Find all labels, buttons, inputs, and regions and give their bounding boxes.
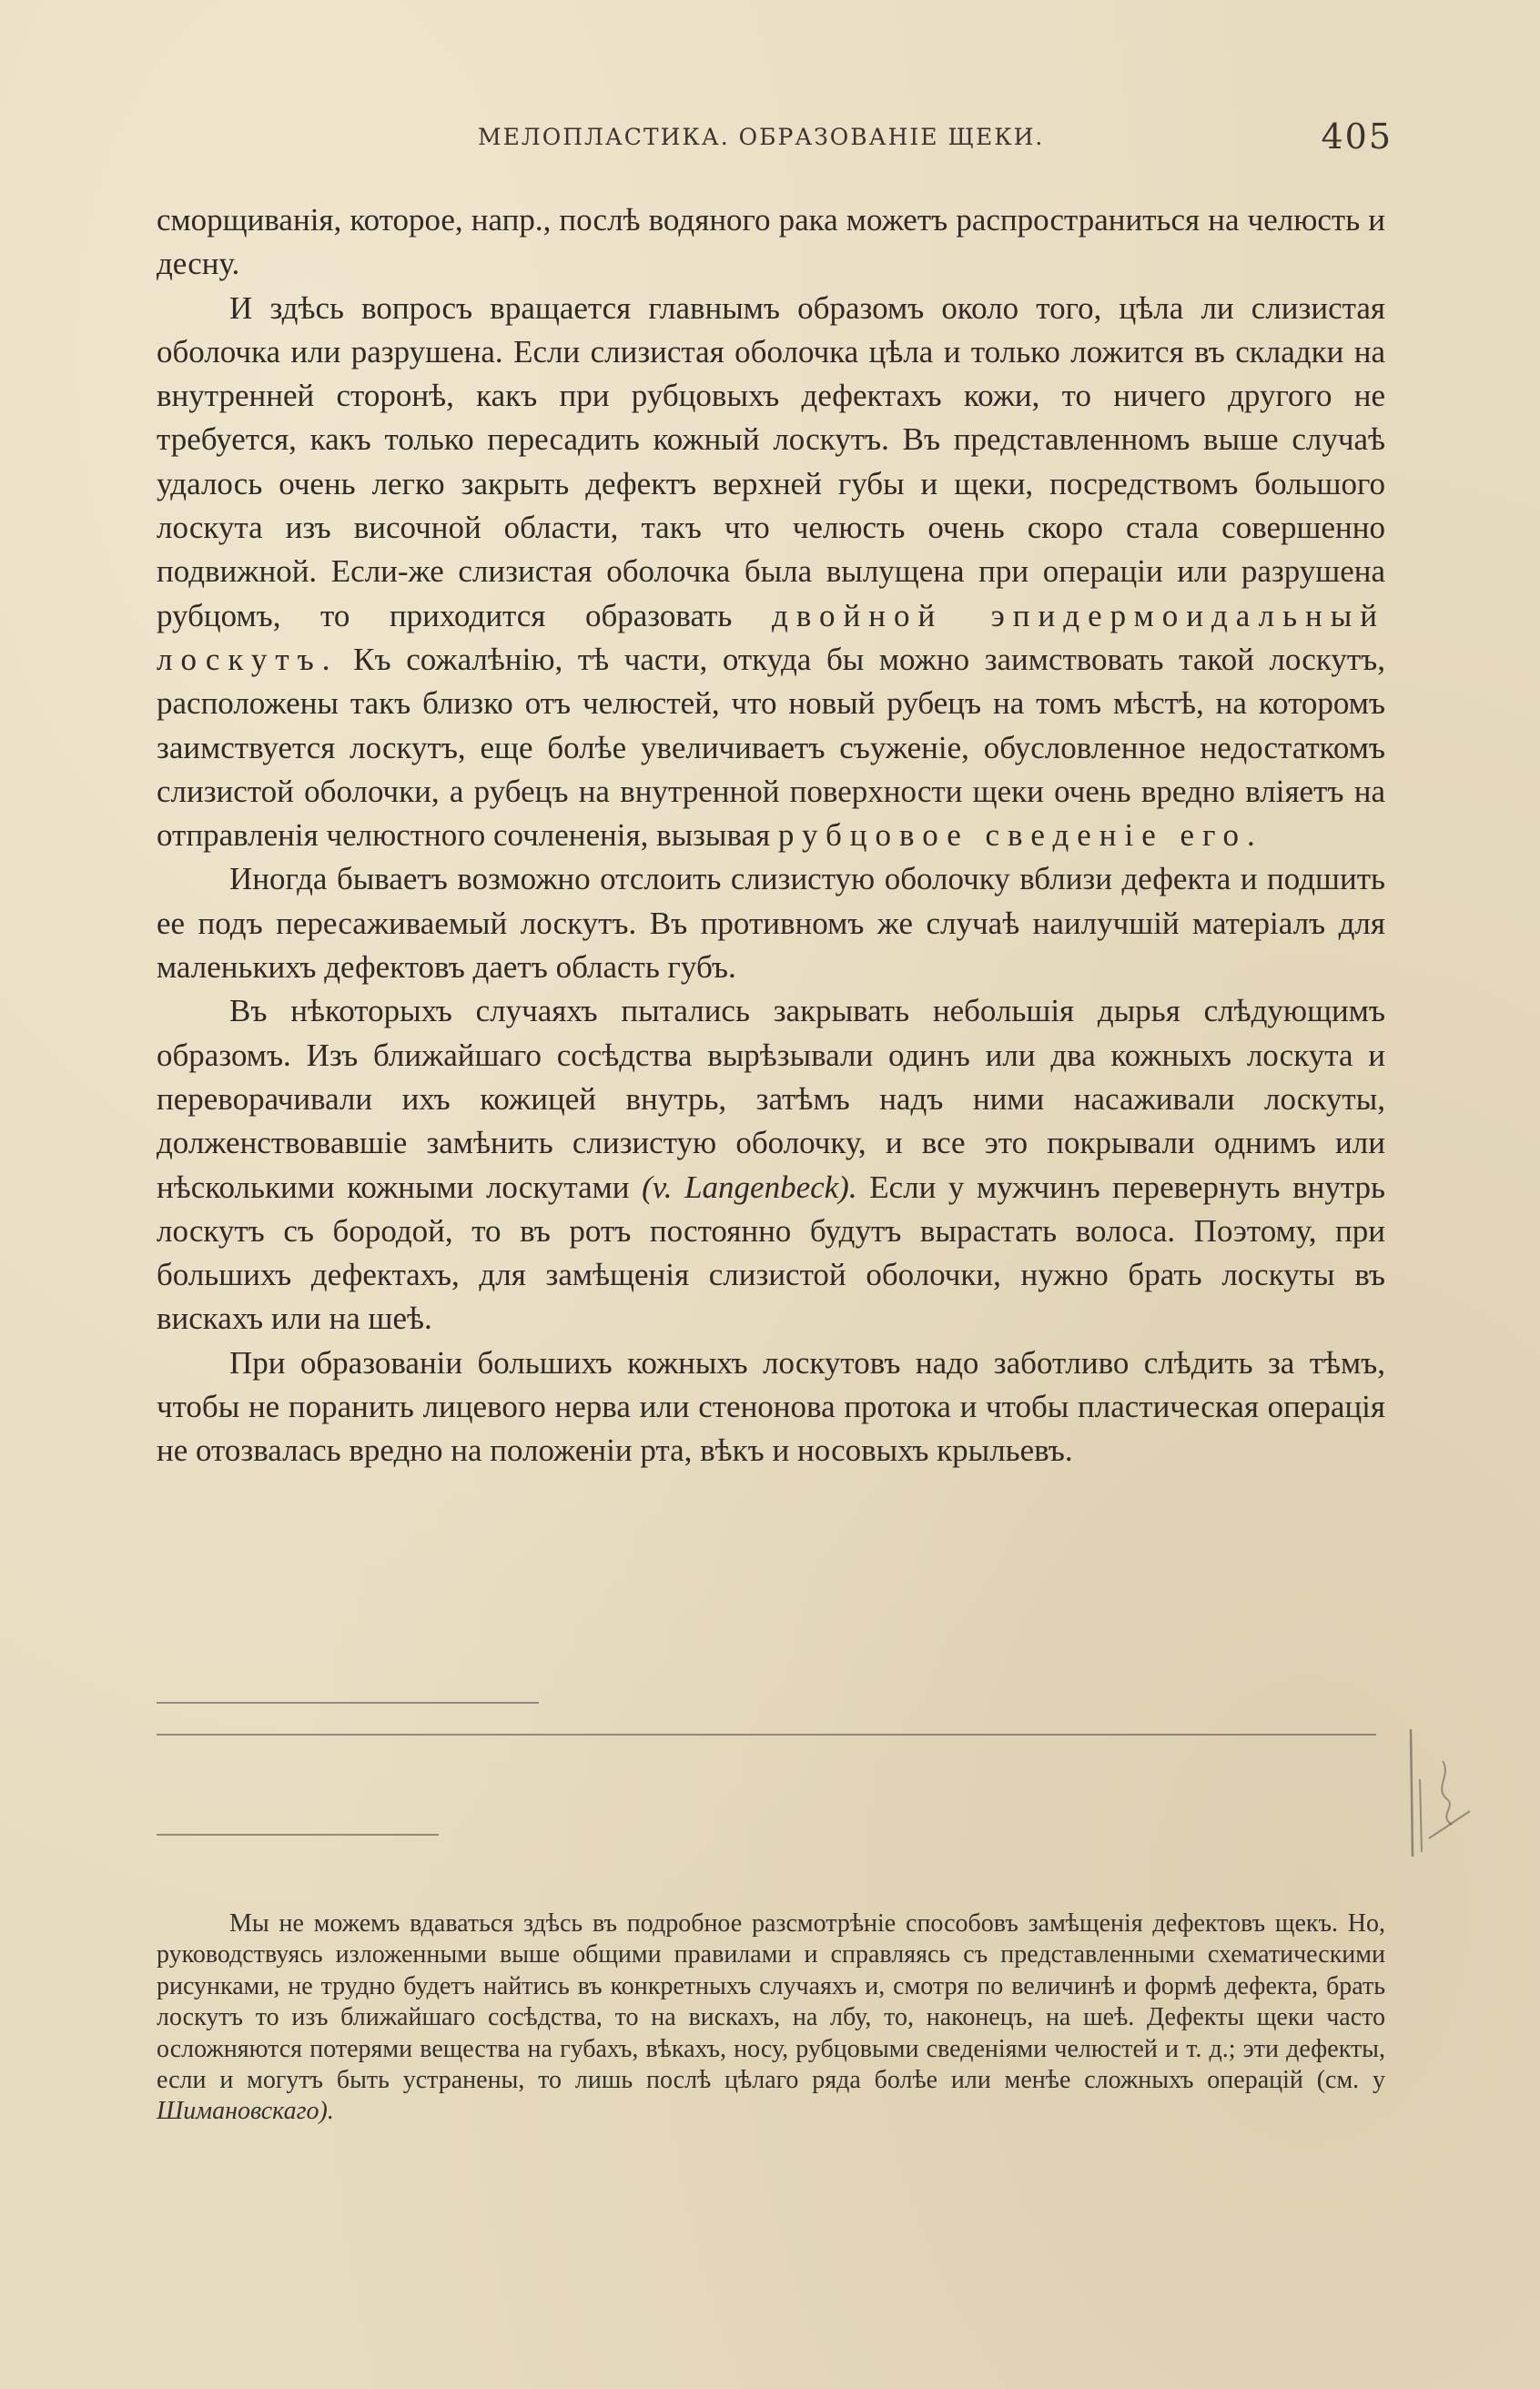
paragraph-text: Иногда бываетъ возможно отслоить слизистую оболочку вблизи дефекта и подшить ее подъ пересаживаемый лоскутъ. Въ противномъ же случаѣ наилучшій матеріалъ для маленькихъ дефектовъ даетъ область губъ. bbox=[157, 861, 1385, 986]
footnote-text: Мы не можемъ вдаваться здѣсь въ подробное разсмотрѣніе способовъ замѣщенія дефектовъ щекъ. Но, руководствуясь изложенными выше общими правилами и справляясь съ представленными схематическими рисунками, не трудно будетъ найтись въ конкретныхъ случаяхъ и, смотря по величинѣ и формѣ дефекта, брать лоскутъ то изъ ближайшаго сосѣдства, то на вискахъ, на лбу, то, наконецъ, на шеѣ. Дефекты щеки часто осложняются потерями вещества на губахъ, вѣкахъ, носу, рубцовыми сведеніями челюстей и т. д.; эти дефекты, если и могутъ быть устранены, то лишь послѣ цѣлаго ряда болѣе или менѣе сложныхъ операцій (см. у bbox=[157, 1909, 1385, 2095]
pencil-underline bbox=[157, 1834, 439, 1836]
pencil-margin-mark bbox=[1402, 1725, 1474, 1861]
paragraph-text: сморщиванія, которое, напр., послѣ водяного рака можетъ распространиться на челюсть и десну. bbox=[157, 202, 1385, 282]
citation: (v. Langenbeck). bbox=[642, 1169, 857, 1205]
paragraph bbox=[157, 857, 1385, 989]
spaced-term: двойной эпидермоидальный лоскутъ. bbox=[157, 597, 1386, 677]
pencil-underline bbox=[157, 1734, 1376, 1736]
paragraph bbox=[157, 287, 1385, 858]
paragraph-text: И здѣсь вопросъ вращается главнымъ образомъ около того, цѣла ли слизистая оболочка или разрушена. Если слизистая оболочка цѣла и только ложится въ складки на внутренней сторонѣ, какъ при рубцовыхъ дефектахъ кожи, то ничего другого не требуется, какъ только пересадить кожный лоскутъ. Въ представленномъ выше случаѣ удалось очень легко закрыть дефектъ верхней губы и щеки, посредствомъ большого лоскута изъ височной области, такъ что челюсть очень скоро стала совершенно подвижной. Если-же слизистая оболочка была вылущена при операціи или разрушена рубцомъ, то приходится образовать bbox=[157, 289, 1385, 633]
footnote-citation: Шимановскаго). bbox=[157, 2097, 334, 2126]
running-head bbox=[155, 116, 1393, 162]
paragraph-text: Если у мужчинъ перевернуть внутрь лоскутъ съ бородой, то въ ротъ постоянно будутъ вырастать волоса. Поэтому, при большихъ дефектахъ, для замѣщенія слизистой оболочки, нужно брать лоскуты въ вискахъ или на шеѣ. bbox=[157, 1169, 1386, 1337]
footnote bbox=[157, 1908, 1385, 2128]
body-text bbox=[157, 198, 1385, 1473]
paragraph-text: Къ сожалѣнію, тѣ части, откуда бы можно заимствовать такой лоскутъ, расположены такъ близко отъ челюстей, что новый рубецъ на томъ мѣстѣ, на которомъ заимствуется лоскутъ, еще болѣе увеличиваетъ съуженіе, обусловленное недостаткомъ слизистой оболочки, а рубецъ на внутренной поверхности щеки очень вредно вліяетъ на отправленія челюстного сочлененія, вызывая bbox=[157, 641, 1385, 854]
page-number: 405 bbox=[1321, 116, 1393, 157]
paragraph bbox=[157, 989, 1385, 1341]
running-title: МЕЛОПЛАСТИКА. ОБРАЗОВАНІЕ ЩЕКИ. bbox=[478, 124, 1045, 150]
paragraph-text: Въ нѣкоторыхъ случаяхъ пытались закрывать небольшія дырья слѣдующимъ образомъ. Изъ ближайшаго сосѣдства вырѣзывали одинъ или два кожныхъ лоскута и переворачивали ихъ кожицей внутрь, затѣмъ надъ ними насаживали лоскуты, долженствовавшіе замѣнить слизистую оболочку, и все это покрывали однимъ или нѣсколькими кожными лоскутами bbox=[157, 993, 1385, 1205]
paragraph bbox=[157, 198, 1385, 287]
pencil-underline bbox=[157, 1702, 539, 1704]
paragraph-text: При образованіи большихъ кожныхъ лоскутовъ надо заботливо слѣдить за тѣмъ, чтобы не поранить лицевого нерва или стенонова протока и чтобы пластическая операція не отозвалась вредно на положеніи рта, вѣкъ и носовыхъ крыльевъ. bbox=[157, 1344, 1385, 1469]
spaced-term: рубцовое сведеніе его. bbox=[777, 817, 1263, 854]
paragraph bbox=[157, 1341, 1385, 1473]
